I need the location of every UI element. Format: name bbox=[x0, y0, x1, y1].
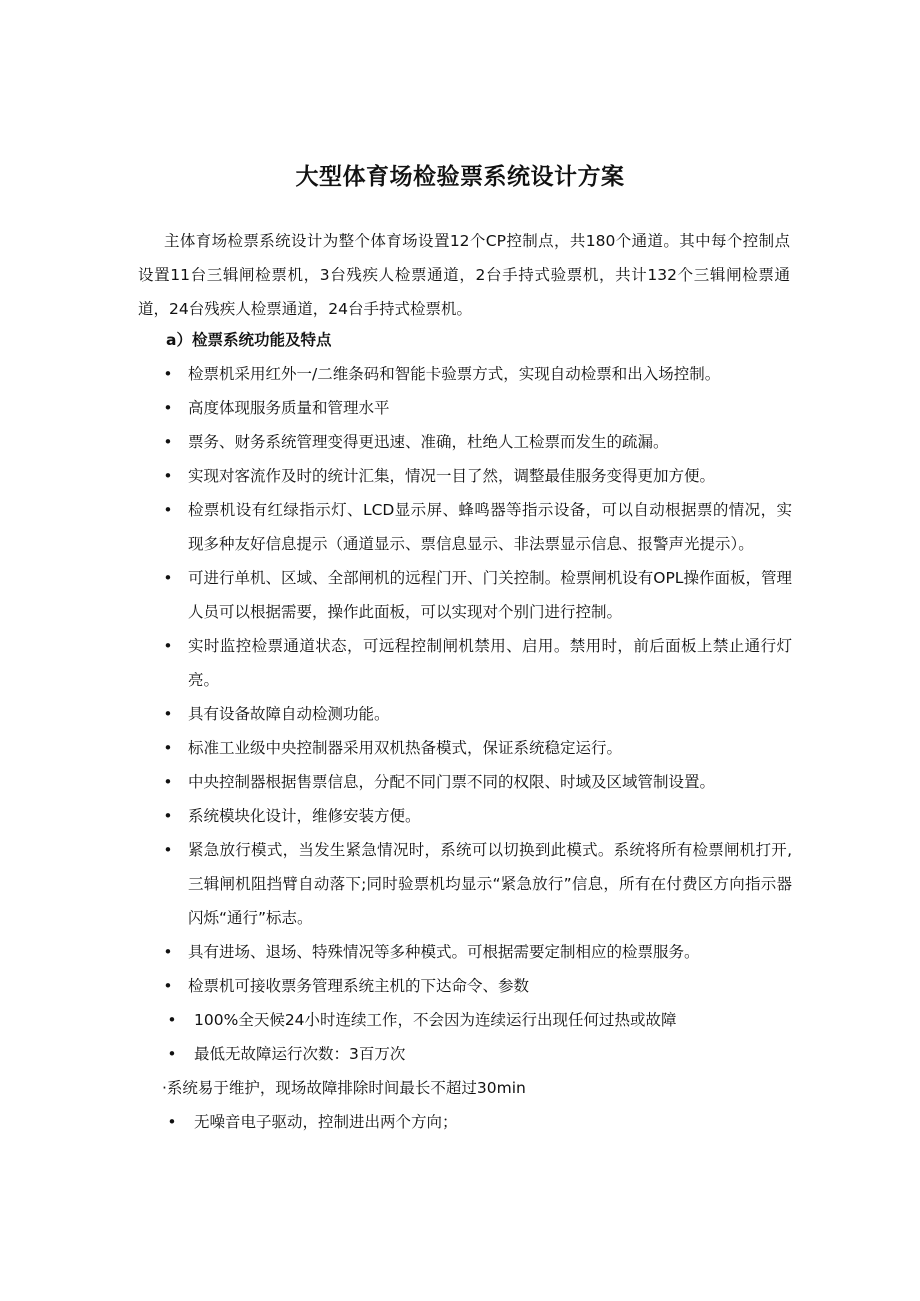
document-title: 大型体育场检验票系统设计方案 bbox=[295, 164, 625, 191]
bullet-icon: • bbox=[163, 739, 173, 757]
bullet-icon: • bbox=[163, 977, 173, 995]
feature-text: 系统模块化设计，维修安装方便。 bbox=[188, 807, 421, 825]
feature-item bbox=[0, 425, 792, 459]
bullet-icon: • bbox=[163, 433, 173, 451]
feature-item bbox=[0, 799, 792, 833]
feature-item bbox=[0, 629, 792, 697]
feature-text: 最低无故障运行次数：3百万次 bbox=[194, 1045, 406, 1063]
feature-text: 标准工业级中央控制器采用双机热备模式，保证系统稳定运行。 bbox=[188, 739, 623, 757]
feature-text: 实现对客流作及时的统计汇集，情况一目了然，调整最佳服务变得更加方便。 bbox=[188, 467, 716, 485]
bullet-icon: • bbox=[163, 399, 173, 417]
bullet-icon: • bbox=[167, 1113, 177, 1131]
feature-item bbox=[0, 493, 792, 561]
feature-text: 可进行单机、区域、全部闸机的远程门开、门关控制。检票闸机设有OPL操作面板，管理人员可以根据需要，操作此面板，可以实现对个别门进行控制。 bbox=[188, 569, 792, 621]
bullet-icon: • bbox=[163, 569, 173, 587]
bullet-icon: • bbox=[167, 1045, 177, 1063]
feature-text: 检票机可接收票务管理系统主机的下达命令、参数 bbox=[188, 977, 530, 995]
feature-text: 票务、财务系统管理变得更迅速、准确，杜绝人工检票而发生的疏漏。 bbox=[188, 433, 669, 451]
feature-item bbox=[0, 391, 792, 425]
bullet-icon: • bbox=[163, 501, 173, 519]
bullet-icon: • bbox=[163, 637, 173, 655]
feature-text: ·系统易于维护，现场故障排除时间最长不超过30min bbox=[162, 1079, 526, 1097]
bullet-icon: • bbox=[163, 943, 173, 961]
feature-item bbox=[0, 357, 792, 391]
feature-item bbox=[0, 561, 792, 629]
intro-paragraph: 主体育场检票系统设计为整个体育场设置12个CP控制点，共180个通道。其中每个控制点设置11台三辑闸检票机，3台残疾人检票通道，2台手持式验票机，共计132个三辑闸检票通道，24台残疾人检票通道，24台手持式检票机。 bbox=[138, 232, 790, 318]
feature-text: 实时监控检票通道状态，可远程控制闸机禁用、启用。禁用时，前后面板上禁止通行灯亮。 bbox=[188, 637, 792, 689]
feature-item bbox=[0, 1071, 792, 1105]
bullet-icon: • bbox=[167, 1011, 177, 1029]
bullet-icon: • bbox=[163, 807, 173, 825]
feature-text: 中央控制器根据售票信息，分配不同门票不同的权限、时域及区域管制设置。 bbox=[188, 773, 716, 791]
feature-item bbox=[0, 1003, 792, 1037]
feature-item bbox=[0, 731, 792, 765]
feature-text: 检票机采用红外一/二维条码和智能卡验票方式，实现自动检票和出入场控制。 bbox=[188, 365, 721, 383]
feature-item bbox=[0, 1105, 792, 1139]
bullet-icon: • bbox=[163, 365, 173, 383]
feature-item bbox=[0, 697, 792, 731]
bullet-icon: • bbox=[163, 841, 173, 859]
bullet-icon: • bbox=[163, 705, 173, 723]
feature-text: 无噪音电子驱动，控制进出两个方向； bbox=[194, 1113, 458, 1131]
feature-item bbox=[0, 935, 792, 969]
feature-item bbox=[0, 765, 792, 799]
feature-item bbox=[0, 833, 792, 935]
section-heading: a）检票系统功能及特点 bbox=[166, 331, 332, 349]
feature-item bbox=[0, 1037, 792, 1071]
bullet-icon: • bbox=[163, 467, 173, 485]
feature-text: 检票机设有红绿指示灯、LCD显示屏、蜂鸣器等指示设备，可以自动根据票的情况，实现多种友好信息提示（通道显示、票信息显示、非法票显示信息、报警声光提示）。 bbox=[188, 501, 792, 553]
feature-text: 100%全天候24小时连续工作，不会因为连续运行出现任何过热或故障 bbox=[194, 1011, 677, 1029]
feature-text: 具有设备故障自动检测功能。 bbox=[188, 705, 390, 723]
feature-list bbox=[0, 357, 920, 1139]
feature-item bbox=[0, 459, 792, 493]
feature-text: 高度体现服务质量和管理水平 bbox=[188, 399, 390, 417]
feature-text: 具有进场、退场、特殊情况等多种模式。可根据需要定制相应的检票服务。 bbox=[188, 943, 700, 961]
feature-text: 紧急放行模式，当发生紧急情况时，系统可以切换到此模式。系统将所有检票闸机打开,三辑闸机阻挡臂自动落下;同时验票机均显示“紧急放行”信息，所有在付费区方向指示器闪烁“通行”标志。 bbox=[188, 841, 792, 927]
feature-item bbox=[0, 969, 792, 1003]
bullet-icon: • bbox=[163, 773, 173, 791]
